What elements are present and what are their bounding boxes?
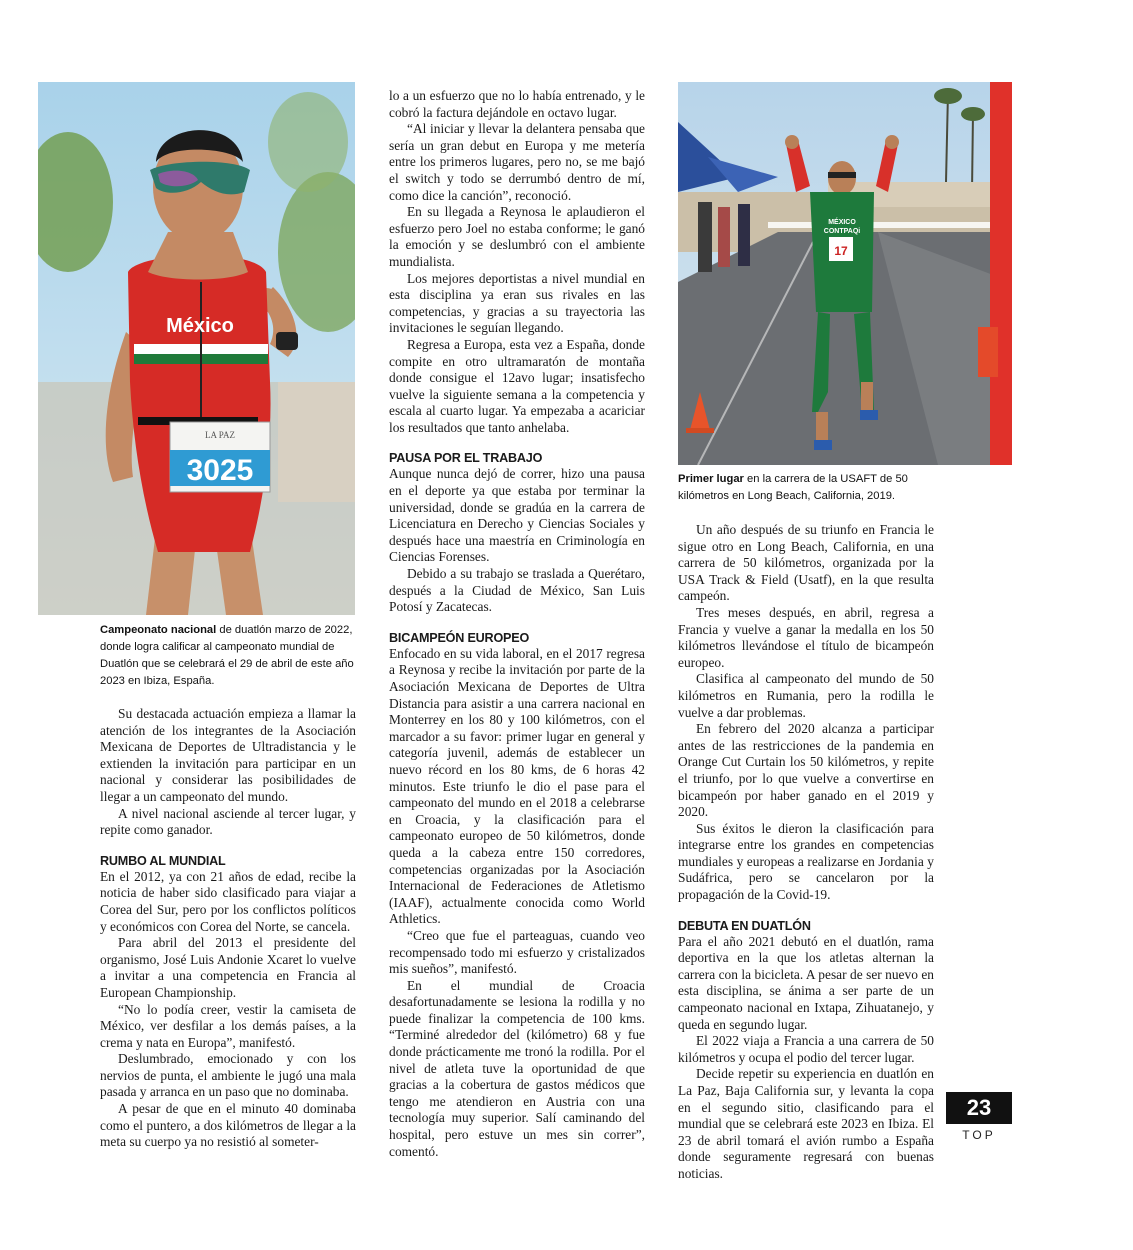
section-heading-duatlon: DEBUTA EN DUATLÓN: [678, 918, 811, 933]
bib-brand: LA PAZ: [205, 430, 235, 440]
caption-2-bold: Primer lugar: [678, 473, 744, 485]
caption-1-bold: Campeonato nacional: [100, 624, 217, 636]
col1-paragraph: En el 2012, ya con 21 años de edad, recibe la noticia de haber sido clasificado para viajar a Corea del Sur, pero por los conflictos políticos y económicos con Corea del Norte, se cancela.: [100, 868, 356, 934]
page-brand: TOP: [962, 1128, 996, 1142]
column-2: [389, 88, 645, 1160]
col3-paragraph: Tres meses después, en abril, regresa a Francia y vuelve a ganar la medalla en los 50 kilómetros llevándose el título de bicampeón europeo.: [678, 604, 934, 670]
col2-paragraph: “Creo que fue el parteaguas, cuando veo recompensado todo mi esfuerzo y cristalizados mis sueños”, manifestó.: [389, 927, 645, 977]
column-3: [678, 522, 934, 1183]
col3-paragraph: Un año después de su triunfo en Francia le sigue otro en Long Beach, California, en una carrera de 50 kilómetros, organizada por la USA Track & Field (Usatf), en la que resulta campeón.: [678, 522, 934, 604]
column-1: [100, 706, 356, 1151]
col2-paragraph: “Al iniciar y llevar la delantera pensaba que sería un gran debut en Europa y me metería entre los primeros lugares, pero no, se me bajó el switch y todo se derrumbó dentro de mí, como dice la canción”, reconoció.: [389, 121, 645, 203]
photo-runner-duathlon: [38, 82, 355, 615]
col2-paragraph: Aunque nunca dejó de correr, hizo una pausa en el deporte ya que estaba por terminar la universidad, donde se gradúa en la carrera de Licenciatura en Derecho y Ciencias Sociales y después hace una maestría en Criminología en Ciencias Forenses.: [389, 466, 645, 565]
col2-paragraph: En su llegada a Reynosa le aplaudieron el esfuerzo pero Joel no estaba conforme; le ganó la emoción y se deslumbró con el ambiente mundialista.: [389, 204, 645, 269]
col3-paragraph: El 2022 viaja a Francia a una carrera de 50 kilómetros y ocupa el podio del tercer lugar.: [678, 1033, 934, 1065]
bib-number-2: 17: [834, 244, 848, 258]
col2-paragraph: Los mejores deportistas a nivel mundial en esta disciplina ya eran sus rivales en las competencias, y gracias a su trayectoria las invitaciones le seguían llegando.: [389, 270, 645, 336]
col2-paragraph: Debido a su trabajo se traslada a Querétaro, después a la Ciudad de México, San Luis Potosí y Zacatecas.: [389, 566, 645, 615]
finish-line-illustration: [678, 82, 1012, 465]
photo-runner-long-beach: [678, 82, 1012, 465]
col3-paragraph: Decide repetir su experiencia en duatlón en La Paz, Baja California sur, y levanta la copa en el segundo sitio, clasificando para el mundial que se celebrará este 2023 en Ibiza. El 23 de abril tomará el avión rumbo a España donde seguramente regresará con buenas noticias.: [678, 1066, 934, 1181]
section-heading-pausa: PAUSA POR EL TRABAJO: [389, 451, 543, 466]
col2-paragraph: En el mundial de Croacia desafortunadamente se lesiona la rodilla y no puede finalizar la competencia de 100 kms. “Terminé alrededor del (kilómetro) 68 y fue donde prácticamente me tronó la rodilla. Por el nivel de atleta tuve la oportunidad de que gracias a la cobertura de gastos médicos que tengo me atendieron en Austria con una tecnología muy superior. Salí caminando del hospital, pero estuve un mes sin correr”, comentó.: [389, 977, 645, 1159]
page-number: 23: [946, 1092, 1012, 1124]
caption-2-text: en la carrera de la USAFT de 50 kilómetros en Long Beach, California, 2019.: [678, 473, 908, 502]
col1-paragraph: Deslumbrado, emocionado y con los nervios de punta, el ambiente le jugó una mala pasada y arranca en un paso que no dominaba.: [100, 1051, 356, 1100]
shirt-text-2: MÉXICO: [828, 219, 856, 226]
col1-paragraph: Su destacada actuación empieza a llamar la atención de los integrantes de la Asociación Mexicana de Deportes de Ultradistancia y le extienden la invitación para participar en un nacional y considerar las posibilidades de llegar a un campeonato del mundo.: [100, 706, 356, 804]
col1-paragraph: Para abril del 2013 el presidente del organismo, José Luis Andonie Xcaret lo vuelve a invitar a una competencia en Francia al European Championship.: [100, 935, 356, 1000]
section-heading-rumbo: RUMBO AL MUNDIAL: [100, 853, 226, 868]
col1-paragraph: “No lo podía creer, vestir la camiseta de México, ver desfilar a los demás países, a la crema y nata en Europa”, manifestó.: [100, 1001, 356, 1050]
section-heading-bicampeon: BICAMPEÓN EUROPEO: [389, 630, 530, 645]
col3-paragraph: Clasifica al campeonato del mundo de 50 kilómetros en Rumania, pero la rodilla le vuelve a dar problemas.: [678, 671, 934, 720]
col3-paragraph: En febrero del 2020 alcanza a participar antes de las restricciones de la pandemia en Orange Cut Curtain los 50 kilómetros, y repite el triunfo, por lo que vuelve a convertirse en bicampeón por haber ganado en el 2019 y 2020.: [678, 721, 934, 820]
shirt-sponsor: CONTPAQi: [823, 228, 861, 235]
col3-paragraph: Sus éxitos le dieron la clasificación para integrarse entre los grandes en competencias mundiales y europeas a realizarse en Jordania y Sudáfrica, pero se cancelaron por la propagación de la Covid-19.: [678, 820, 934, 903]
shirt-text: México: [166, 315, 234, 337]
runner-illustration: [38, 82, 355, 615]
col1-paragraph: A pesar de que en el minuto 40 dominaba como el puntero, a dos kilómetros de llegar a la meta su cuerpo ya no resistió al someter-: [100, 1101, 356, 1150]
col1-paragraph: A nivel nacional asciende al tercer lugar, y repite como ganador.: [100, 805, 356, 838]
col2-paragraph: Enfocado en su vida laboral, en el 2017 regresa a Reynosa y recibe la invitación por parte de la Asociación Mexicana de Deportes de Ultra Distancia para asistir a una carrera nacional en Monterrey en los 80 y 100 kilómetros, con el marcador a su favor: primer lugar en general y categoría juvenil, además de establecer un nuevo récord en los 80 kms, de 6 horas 42 minutos. Este triunfo le dio el pase para el campeonato del mundo en el 2018 a celebrarse en Croacia, y la clasificación para el campeonato europeo de 50 kilómetros, donde queda a la cabeza entre 150 corredores, competencias organizadas por la Asociación Internacional de Federaciones de Atletismo (IAAF), actualmente conocida como World Athletics.: [389, 645, 645, 927]
caption-1-text: de duatlón marzo de 2022, donde logra calificar al campeonato mundial de Duatlón que se celebrará el 29 de abril de este año 2023 en Ibiza, España.: [100, 624, 354, 687]
caption-photo-1: [100, 622, 358, 690]
col3-paragraph: Para el año 2021 debutó en el duatlón, rama deportiva en la que los atletas alternan la carrera con la bicicleta. A pesar de ser nuevo en esta disciplina, se ánima a ser parte de un campeonato nacional en Ixtapa, Zihuatanejo, y queda en segundo lugar.: [678, 933, 934, 1032]
col2-paragraph: lo a un esfuerzo que no lo había entrenado, y le cobró la factura dejándole en octavo lugar.: [389, 88, 645, 120]
caption-photo-2: [678, 471, 940, 505]
bib-number: 3025: [186, 454, 254, 487]
col2-paragraph: Regresa a Europa, esta vez a España, donde compite en otro ultramaratón de montaña donde consigue el 12avo lugar; insatisfecho vuelve la siguiente semana a la competencia y escala al cuarto lugar. Ya empezaba a acariciar los resultados que tanto anhelaba.: [389, 336, 645, 435]
